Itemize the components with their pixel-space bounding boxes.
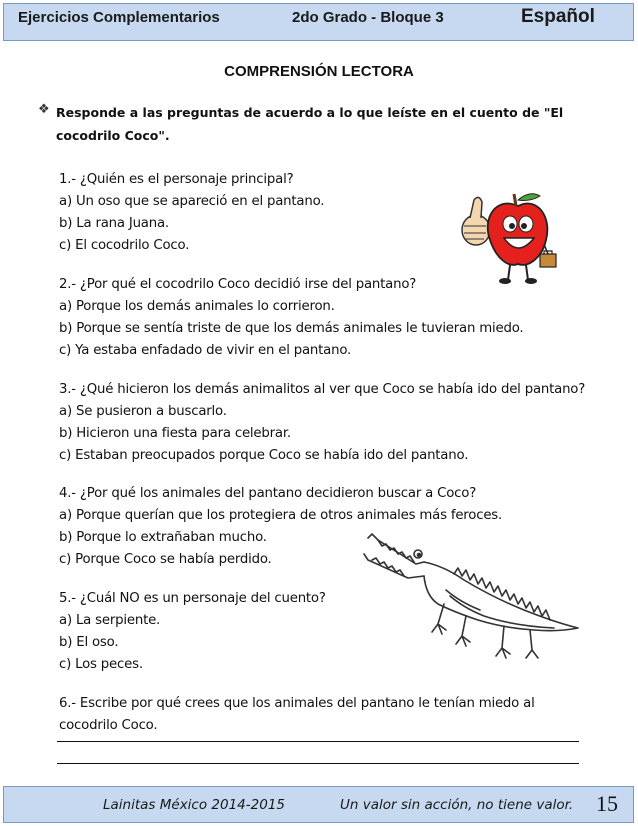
option-5b: b) El oso. <box>59 635 119 650</box>
header-series: Ejercicios Complementarios <box>18 9 220 26</box>
footer-motto: Un valor sin acción, no tiene valor. <box>340 797 574 813</box>
option-2c: c) Ya estaba enfadado de vivir en el pantano. <box>59 343 352 358</box>
option-3a: a) Se pusieron a buscarlo. <box>59 404 227 419</box>
question-1: 1.- ¿Quién es el personaje principal? <box>59 172 294 187</box>
option-5a: a) La serpiente. <box>59 613 161 628</box>
answer-line-1[interactable] <box>57 741 579 742</box>
instruction-text: Responde a las preguntas de acuerdo a lo que leíste en el cuento de "El cocodrilo Coco". <box>56 105 564 143</box>
option-4c: c) Porque Coco se había perdido. <box>59 552 272 567</box>
question-5: 5.- ¿Cuál NO es un personaje del cuento? <box>59 591 326 606</box>
option-5c: c) Los peces. <box>59 657 143 672</box>
option-3b: b) Hicieron una fiesta para celebrar. <box>59 426 291 441</box>
option-1c: c) El cocodrilo Coco. <box>59 238 190 253</box>
question-6-continuation: cocodrilo Coco. <box>59 718 158 733</box>
crocodile-outline-icon <box>354 532 586 670</box>
answer-line-2[interactable] <box>57 763 579 764</box>
apple-thumbs-up-icon <box>452 188 574 288</box>
question-3: 3.- ¿Qué hicieron los demás animalitos al ver que Coco se había ido del pantano? <box>59 382 586 397</box>
option-2a: a) Porque los demás animales lo corrieron. <box>59 299 335 314</box>
header-grade: 2do Grado - Bloque 3 <box>292 9 444 26</box>
question-2: 2.- ¿Por qué el cocodrilo Coco decidió irse del pantano? <box>59 277 417 292</box>
footer-credit: Lainitas México 2014-2015 <box>103 797 285 813</box>
question-4: 4.- ¿Por qué los animales del pantano decidieron buscar a Coco? <box>59 486 477 501</box>
option-4a: a) Porque querían que los protegiera de otros animales más feroces. <box>59 508 503 523</box>
page-title: COMPRENSIÓN LECTORA <box>224 63 414 80</box>
option-4b: b) Porque lo extrañaban mucho. <box>59 530 267 545</box>
option-3c: c) Estaban preocupados porque Coco se había ido del pantano. <box>59 448 469 463</box>
page-number: 15 <box>596 791 618 816</box>
diamond-bullet-icon: ❖ <box>38 102 50 117</box>
option-1a: a) Un oso que se apareció en el pantano. <box>59 194 325 209</box>
question-6: 6.- Escribe por qué crees que los animales del pantano le tenían miedo al <box>59 696 535 711</box>
option-1b: b) La rana Juana. <box>59 216 169 231</box>
header-subject: Español <box>521 6 595 27</box>
option-2b: b) Porque se sentía triste de que los demás animales le tuvieran miedo. <box>59 321 524 336</box>
